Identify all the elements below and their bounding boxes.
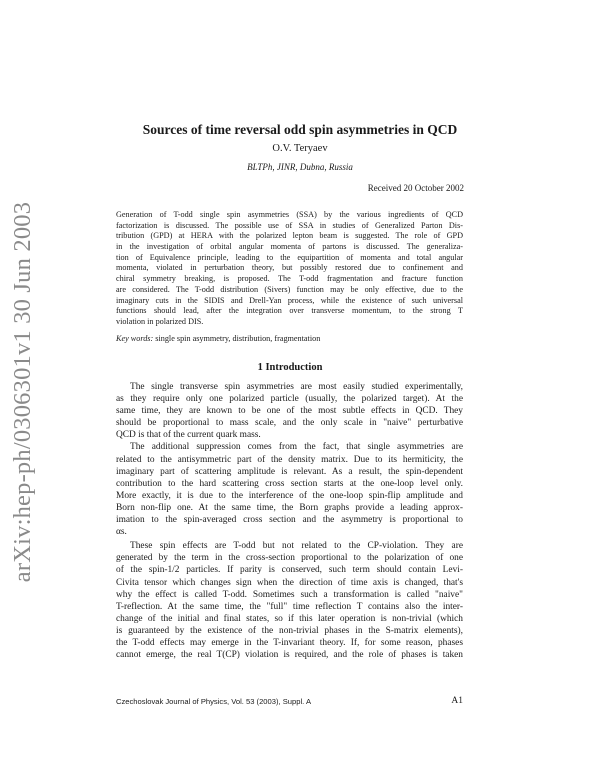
abstract-line: momenta, violated in perturbation theory, but possibly restored due to confinement and bbox=[116, 263, 463, 273]
abstract-line: chiral symmetry breaking, is proposed. The T-odd fragmentation and fracture function bbox=[116, 274, 463, 284]
abstract-line: Generation of T-odd single spin asymmetries (SSA) by the various ingredients of QCD bbox=[116, 210, 463, 219]
body-line: contribution to the hard scattering cross section starts at the one-loop level only. bbox=[116, 478, 463, 489]
body-line: is guaranteed by the existence of the non-trivial phases in the S-matrix elements), bbox=[116, 625, 463, 636]
body-line: Civita tensor which changes sign when the direction of time axis is changed, that's bbox=[116, 577, 463, 588]
body-text bbox=[116, 381, 463, 661]
abstract-line: are considered. The T-odd distribution (Sivers) function may be only effective, due to the bbox=[116, 284, 463, 294]
body-line: imaginary part of scattering amplitude is relevant. As a result, the spin-dependent bbox=[116, 466, 463, 477]
section-heading: 1 Introduction bbox=[257, 362, 323, 373]
abstract-line: tion of Equivalence principle, leading to the equipartition of momenta and total angular bbox=[116, 252, 463, 262]
body-line: generated by the term in the cross-section proportional to the polarization of one bbox=[116, 553, 463, 564]
body-line: change of the initial and final states, so if this later operation is non-trivial (which bbox=[116, 613, 463, 624]
body-line: Born non-flip one. At the same time, the Born graphs provide a leading approx- bbox=[116, 502, 463, 513]
arxiv-identifier bbox=[3, 201, 43, 583]
body-line: The single transverse spin asymmetries are most easily studied experimentally, bbox=[130, 382, 463, 392]
abstract-line: violation in polarized DIS. bbox=[116, 316, 204, 326]
page-number: A1 bbox=[451, 696, 463, 706]
abstract-line: tribution (GPD) at HERA with the polarized lepton beam is suggested. The role of GPD bbox=[116, 231, 463, 241]
body-line: imation to the spin-averaged cross section and the asymmetry is proportional to bbox=[116, 515, 463, 526]
abstract-line: imaginary cuts in the SIDIS and Drell-Yan process, while the existence of such universal bbox=[116, 295, 463, 305]
body-line: the T-odd effects may emerge in the T-invariant theory. If, for some reason, phases bbox=[116, 637, 463, 648]
abstract-line: factorization is discussed. The possible use of SSA in studies of Generalized Parton Dis- bbox=[116, 220, 463, 230]
footer-journal: Czechoslovak Journal of Physics, Vol. 53 (2003), Suppl. A bbox=[116, 697, 312, 706]
author-affiliation: BLTPh, JINR, Dubna, Russia bbox=[247, 162, 353, 172]
keywords-text: single spin asymmetry, distribution, fragmentation bbox=[153, 334, 321, 343]
paper-title: Sources of time reversal odd spin asymmetries in QCD bbox=[142, 122, 458, 137]
body-line: αs. bbox=[116, 527, 127, 538]
body-line: should be proportional to mass scale, and the only scale in "naive" perturbative bbox=[116, 418, 463, 429]
author-name: O.V. Teryaev bbox=[272, 143, 328, 154]
body-line: why the effect is called T-odd. Sometimes such a transformation is called "naive" bbox=[116, 589, 463, 600]
body-line: same time, they are known to be one of the most subtle effects in QCD. They bbox=[116, 406, 463, 417]
body-line: related to the antisymmetric part of the density matrix. Due to its hermiticity, the bbox=[116, 454, 463, 465]
body-line: T-reflection. At the same time, the "full" time reflection T contains also the inter- bbox=[116, 601, 463, 612]
page-footer bbox=[116, 697, 463, 706]
received-date: Received 20 October 2002 bbox=[367, 183, 464, 193]
abstract-line: functions should lead, after the integration over transverse momentum, to the strong T bbox=[116, 306, 463, 316]
abstract bbox=[116, 210, 463, 328]
body-line: These spin effects are T-odd but not related to the CP-violation. They are bbox=[130, 541, 463, 552]
body-line: of the spin-1/2 particles. If parity is conserved, such term should contain Levi- bbox=[116, 565, 463, 576]
body-line: More exactly, it is due to the interference of the one-loop spin-flip amplitude and bbox=[116, 490, 463, 501]
body-line: The additional suppression comes from the fact, that single asymmetries are bbox=[130, 442, 463, 453]
arxiv-identifier-text: arXiv:hep-ph/0306301v1 30 Jun 2003 bbox=[9, 201, 36, 583]
keywords-label: Key words: bbox=[116, 334, 154, 343]
body-line: cannot emerge, the real T(CP) violation is required, and the role of phases is taken bbox=[116, 650, 463, 661]
abstract-line: in the investigation of orbital angular momenta of partons is discussed. The generaliza- bbox=[116, 242, 463, 252]
keywords bbox=[116, 334, 463, 343]
body-line: as they require only one polarized particle (usually, the polarized target). At the bbox=[116, 394, 463, 405]
body-line: QCD is that of the current quark mass. bbox=[116, 430, 261, 441]
